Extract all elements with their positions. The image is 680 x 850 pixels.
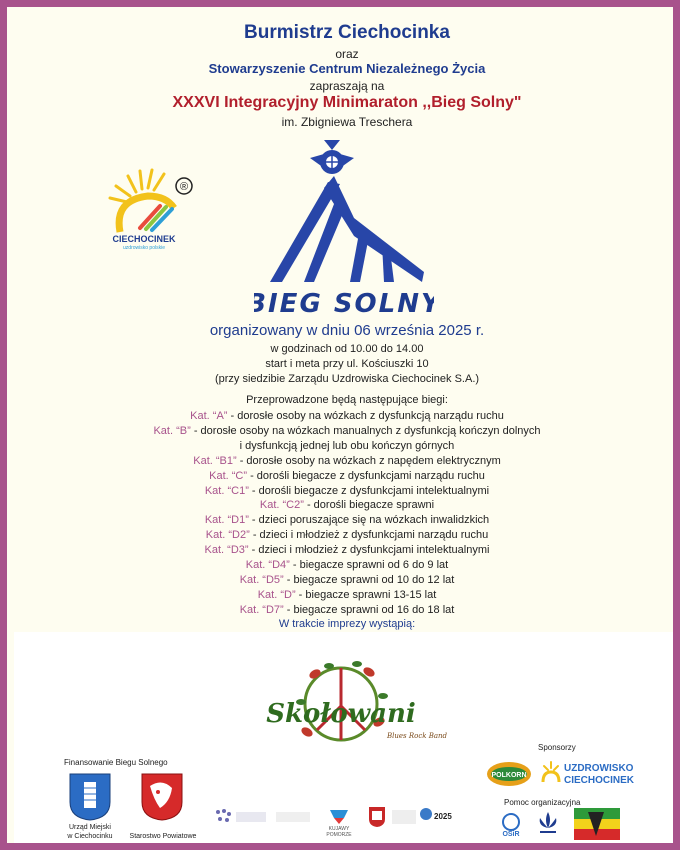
- partner-year: 2025: [434, 812, 452, 821]
- start-location: start i meta przy ul. Kościuszki 10: [265, 358, 429, 370]
- category-code: Kat. “D”: [257, 588, 296, 601]
- race-category: [14, 573, 680, 588]
- uzdrowisko-text: UZDROWISKO: [564, 763, 634, 774]
- ciechocinek-logo-name: CIECHOCINEK: [112, 234, 176, 244]
- category-code: Kat. “D4”: [245, 559, 290, 572]
- race-categories: [14, 409, 680, 618]
- category-description: - biegacze sprawni od 16 do 18 lat: [283, 603, 455, 616]
- category-description: - biegacze sprawni od 10 do 12 lat: [283, 573, 455, 586]
- race-category: [14, 513, 680, 528]
- sponsors-label: Sponsorzy: [538, 743, 576, 752]
- race-category: [14, 603, 680, 618]
- oraz-text: oraz: [335, 47, 359, 61]
- partner-logo-1: [236, 812, 266, 822]
- association-name: Stowarzyszenie Centrum Niezależnego Życia: [208, 61, 486, 76]
- ciechocinek-logo-tagline: uzdrowisko polskie: [123, 245, 165, 251]
- poster: [14, 14, 680, 850]
- urzad-label-2: w Ciechocinku: [67, 833, 113, 840]
- region-crest-icon: [368, 806, 386, 828]
- category-code: Kat. “A”: [190, 410, 228, 422]
- osir-text: OSiR: [502, 831, 520, 838]
- starostwo-crest-icon: [140, 772, 184, 822]
- polkorn-logo: [486, 760, 532, 788]
- race-category: [14, 409, 680, 424]
- category-description: - dorośli biegacze z dysfunkcjami intelektualnymi: [248, 484, 490, 497]
- organizer-flag-logo: [574, 808, 620, 840]
- race-category: [14, 498, 680, 513]
- partner-dots-icon: [214, 808, 232, 824]
- financing-label: Finansowanie Biegu Solnego: [64, 758, 168, 767]
- polkorn-text: POLKORN: [491, 772, 527, 779]
- category-description: i dysfunkcją jednej lub obu kończyn górnych: [239, 439, 455, 452]
- uzdrowisko-sun-icon: [540, 760, 562, 786]
- uzdrowisko-text-2: CIECHOCINEK: [564, 775, 635, 786]
- event-title: XXXVI Integracyjny Minimaraton ,,Bieg Solny": [172, 94, 522, 111]
- category-code: Kat. “D7”: [239, 603, 284, 616]
- category-code: Kat. “C”: [209, 469, 248, 482]
- race-category: [14, 528, 680, 543]
- category-description: - dorośli biegacze sprawni: [303, 499, 435, 512]
- partner-circle-icon: [420, 808, 432, 820]
- event-hours: w godzinach od 10.00 do 14.00: [270, 343, 424, 355]
- category-description: - dorosłe osoby na wózkach manualnych z dysfunkcją kończyn dolnych: [190, 424, 541, 437]
- category-description: - biegacze sprawni od 6 do 9 lat: [289, 559, 449, 572]
- race-category: [14, 588, 680, 603]
- performers-label: W trakcie imprezy wystąpią:: [278, 618, 416, 630]
- registered-mark: ®: [179, 181, 189, 193]
- category-code: Kat. “C1”: [204, 484, 249, 497]
- urzad-label: Urząd Miejski: [68, 824, 111, 831]
- invite-text: zapraszają na: [309, 79, 385, 93]
- kujawy-label: KUJAWY POMORZE: [326, 826, 352, 838]
- category-code: Kat. “B1”: [193, 454, 237, 467]
- race-category: [14, 424, 680, 439]
- race-category: [14, 543, 680, 558]
- sponsors-section: [14, 632, 680, 850]
- category-description: - dzieci i młodzież z dysfunkcjami intelektualnymi: [248, 544, 490, 557]
- band-logo: [229, 652, 469, 762]
- event-patron: im. Zbigniewa Treschera: [281, 115, 413, 129]
- category-description: - dzieci poruszające się na wózkach inwalidzkich: [248, 514, 490, 527]
- race-category: [14, 454, 680, 469]
- category-description: - dorosłe osoby na wózkach z napędem elektrycznym: [236, 454, 501, 467]
- scouts-lily-icon: [534, 810, 562, 840]
- races-intro: Przeprowadzone będą następujące biegi:: [246, 394, 448, 406]
- band-name: Skołowani: [266, 699, 416, 729]
- urzad-crest-icon: [68, 772, 112, 822]
- race-category: [14, 439, 680, 454]
- category-code: Kat. “D3”: [204, 544, 249, 557]
- bieg-solny-logo-text: BIEG SOLNY: [254, 289, 434, 319]
- organized-date: organizowany w dniu 06 września 2025 r.: [209, 322, 485, 339]
- ciechocinek-logo: [98, 162, 198, 252]
- category-description: - dorosłe osoby na wózkach z dysfunkcją narządu ruchu: [227, 410, 504, 422]
- category-description: - biegacze sprawni 13-15 lat: [295, 588, 437, 601]
- category-code: Kat. “C2”: [259, 499, 304, 512]
- poster-title: Burmistrz Ciechocinka: [244, 22, 450, 43]
- category-code: Kat. “D5”: [239, 573, 284, 586]
- help-label: Pomoc organizacyjna: [504, 798, 581, 807]
- category-code: Kat. “D2”: [205, 529, 250, 542]
- category-code: Kat. “D1”: [204, 514, 249, 527]
- partner-logo-3: [392, 810, 416, 824]
- starostwo-label: Starostwo Powiatowe: [129, 833, 197, 840]
- band-subtitle: Blues Rock Band: [387, 732, 448, 740]
- bieg-solny-logo: [254, 132, 434, 322]
- partner-logo-2: [276, 812, 310, 822]
- category-description: - dzieci i młodzież z dysfunkcjami narządu ruchu: [249, 529, 489, 542]
- kujawy-pomorze-logo: [326, 808, 352, 826]
- location-note: (przy siedzibie Zarządu Uzdrowiska Ciechocinek S.A.): [214, 373, 480, 385]
- osir-logo: [496, 812, 526, 838]
- category-description: - dorośli biegacze z dysfunkcjami narządu ruchu: [247, 469, 485, 482]
- race-category: [14, 469, 680, 484]
- category-code: Kat. “B”: [153, 424, 191, 437]
- race-category: [14, 558, 680, 573]
- race-category: [14, 484, 680, 499]
